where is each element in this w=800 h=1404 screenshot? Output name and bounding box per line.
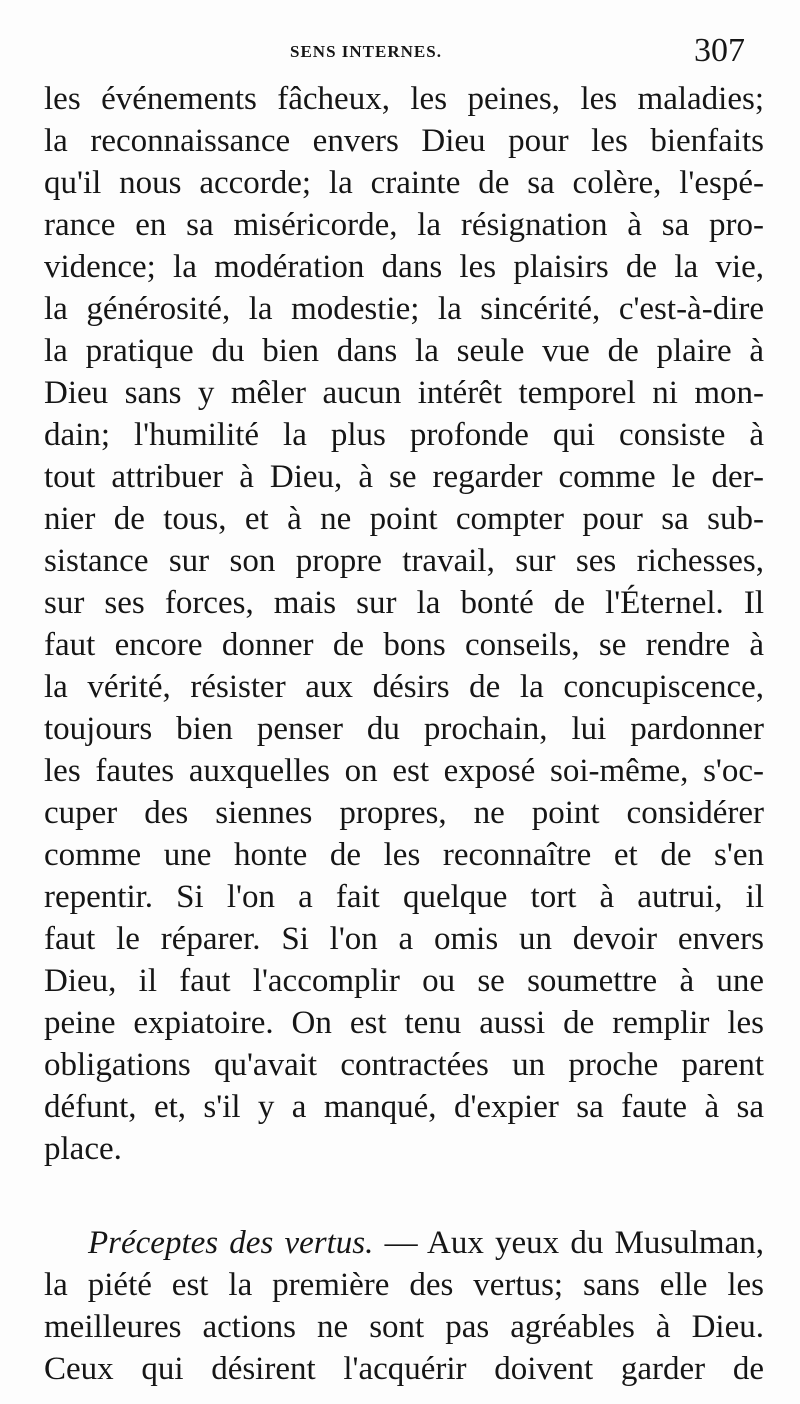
text-line: meilleures actions ne sont pas agréables à Dieu.: [44, 1309, 764, 1345]
text-line: la piété est la première des vertus; sans elle les: [44, 1267, 764, 1303]
page-number: 307: [694, 32, 745, 69]
text-line: la générosité, la modestie; la sincérité, c'est-à-dire: [44, 291, 764, 327]
text-line: rance en sa miséricorde, la résignation à sa pro-: [44, 207, 764, 243]
paragraph-spacer: [44, 1170, 764, 1222]
text-line: les événements fâcheux, les peines, les maladies;: [44, 81, 764, 117]
running-title: SENS INTERNES.: [290, 42, 442, 61]
text-line: la vérité, résister aux désirs de la concupiscence,: [44, 669, 764, 705]
text-line: sistance sur son propre travail, sur ses richesses,: [44, 543, 764, 579]
text-line: la pratique du bien dans la seule vue de plaire à: [44, 333, 764, 369]
text-line: Ceux qui désirent l'acquérir doivent garder de: [44, 1351, 764, 1387]
paragraph: [44, 1222, 764, 1390]
text-line: tout attribuer à Dieu, à se regarder comme le der-: [44, 459, 764, 495]
text-line: peine expiatoire. On est tenu aussi de remplir les: [44, 1005, 764, 1041]
text-line: sur ses forces, mais sur la bonté de l'Éternel. Il: [44, 585, 764, 621]
text-line: comme une honte de les reconnaître et de s'en: [44, 837, 764, 873]
text-line: vidence; la modération dans les plaisirs de la vie,: [44, 249, 764, 285]
section-heading: Préceptes des vertus.: [88, 1225, 374, 1261]
text-line: obligations qu'avait contractées un proche parent: [44, 1047, 764, 1083]
text-line: Dieu sans y mêler aucun intérêt temporel ni mon-: [44, 375, 764, 411]
text-line: les fautes auxquelles on est exposé soi-même, s'oc-: [44, 753, 764, 789]
text-line: qu'il nous accorde; la crainte de sa colère, l'espé-: [44, 165, 764, 201]
body-text: [44, 78, 764, 1390]
text-line: faut encore donner de bons conseils, se rendre à: [44, 627, 764, 663]
text-line: la reconnaissance envers Dieu pour les bienfaits: [44, 123, 764, 159]
page-header: [0, 32, 800, 78]
text-line: nier de tous, et à ne point compter pour sa sub-: [44, 501, 764, 537]
text-line: défunt, et, s'il y a manqué, d'expier sa faute à sa: [44, 1089, 764, 1125]
text-line: repentir. Si l'on a fait quelque tort à autrui, il: [44, 879, 764, 915]
text-line: faut le réparer. Si l'on a omis un devoir envers: [44, 921, 764, 957]
paragraph: [44, 78, 764, 1170]
text-line: Dieu, il faut l'accomplir ou se soumettre à une: [44, 963, 764, 999]
text-line: place.: [44, 1131, 122, 1167]
text-span: — Aux yeux du Musulman,: [384, 1225, 764, 1261]
text-line: [44, 1222, 764, 1264]
text-line: toujours bien penser du prochain, lui pardonner: [44, 711, 764, 747]
text-line: dain; l'humilité la plus profonde qui consiste à: [44, 417, 764, 453]
text-line: cuper des siennes propres, ne point considérer: [44, 795, 764, 831]
